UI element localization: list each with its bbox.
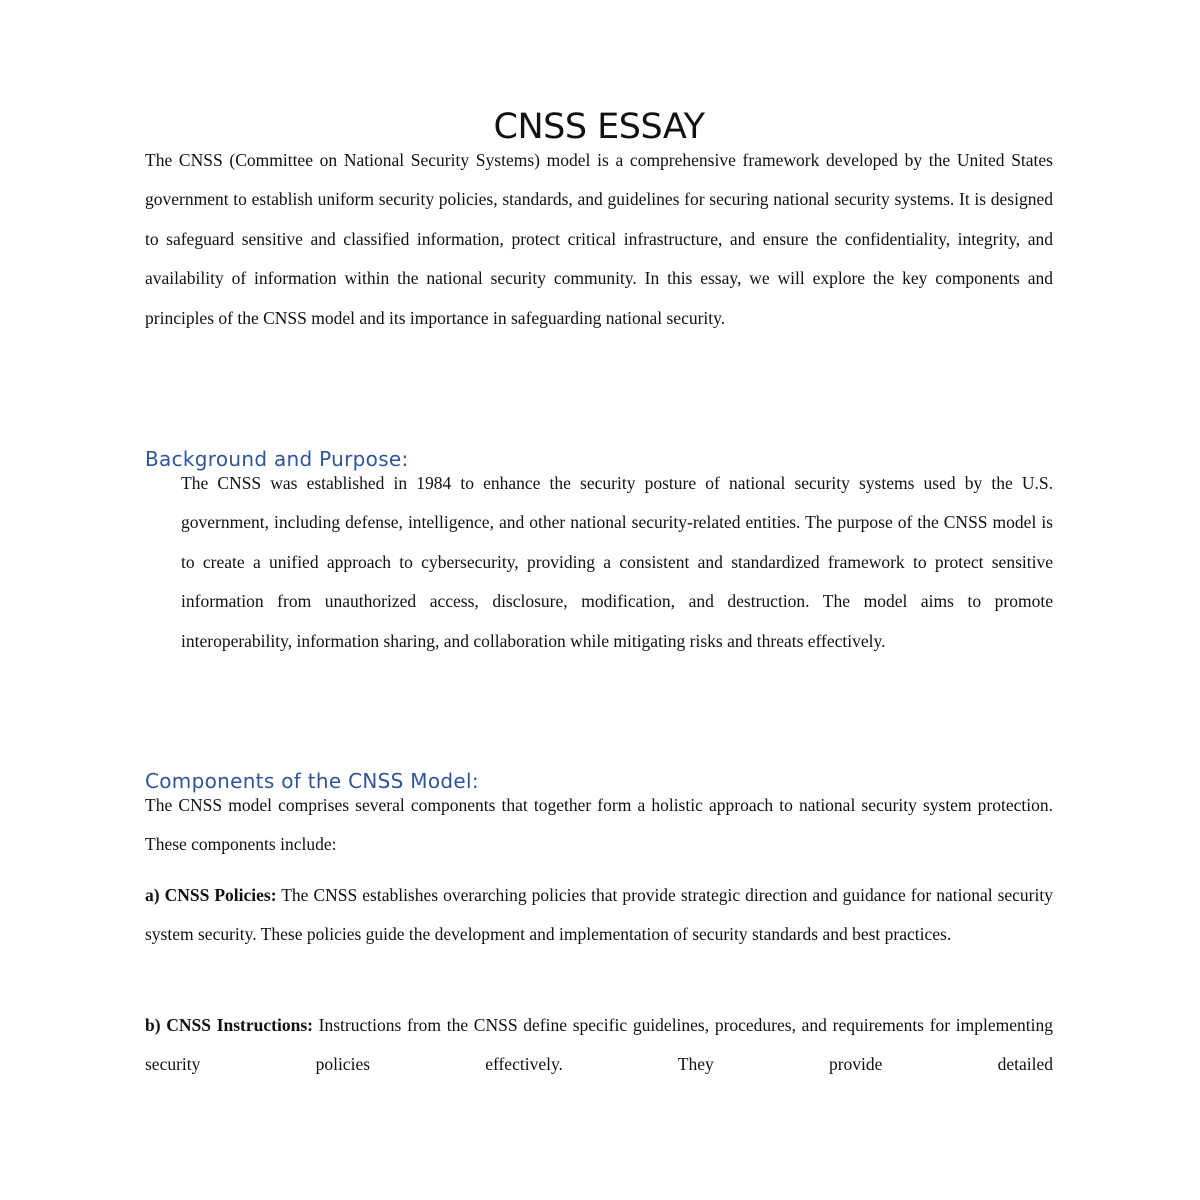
list-item-cnss-policies bbox=[145, 876, 1053, 955]
list-item-label: a) CNSS Policies: bbox=[145, 885, 277, 905]
list-item-cnss-instructions bbox=[145, 1006, 1053, 1085]
section-heading-components: Components of the CNSS Model: bbox=[145, 769, 479, 793]
list-item-text: The CNSS establishes overarching policies that provide strategic direction and guidance for national security system security. These policies guide the development and implementation of security standards and best practices. bbox=[145, 885, 1053, 945]
document-title: CNSS ESSAY bbox=[493, 107, 705, 147]
list-item-text: Instructions from the CNSS define specific guidelines, procedures, and requirements for implementing security policies effectively. They provide detailed bbox=[145, 1015, 1054, 1075]
background-paragraph: The CNSS was established in 1984 to enhance the security posture of national security systems used by the U.S. government, including defense, intelligence, and other national security-related entities. The purpose of the CNSS model is to create a unified approach to cybersecurity, providing a consistent and standardized framework to protect sensitive information from unauthorized access, disclosure, modification, and destruction. The model aims to promote interoperability, information sharing, and collaboration while mitigating risks and threats effectively. bbox=[181, 473, 1053, 651]
components-paragraph: The CNSS model comprises several components that together form a holistic approach to national security system protection. These components include: bbox=[145, 795, 1053, 855]
list-item-label: b) CNSS Instructions: bbox=[145, 1015, 313, 1035]
document-page bbox=[145, 0, 1053, 1200]
section-heading-background: Background and Purpose: bbox=[145, 447, 409, 471]
intro-paragraph: The CNSS (Committee on National Security Systems) model is a comprehensive framework developed by the United States government to establish uniform security policies, standards, and guidelines for securing national security systems. It is designed to safeguard sensitive and classified information, protect critical infrastructure, and ensure the confidentiality, integrity, and availability of information within the national security community. In this essay, we will explore the key components and principles of the CNSS model and its importance in safeguarding national security. bbox=[145, 150, 1053, 328]
